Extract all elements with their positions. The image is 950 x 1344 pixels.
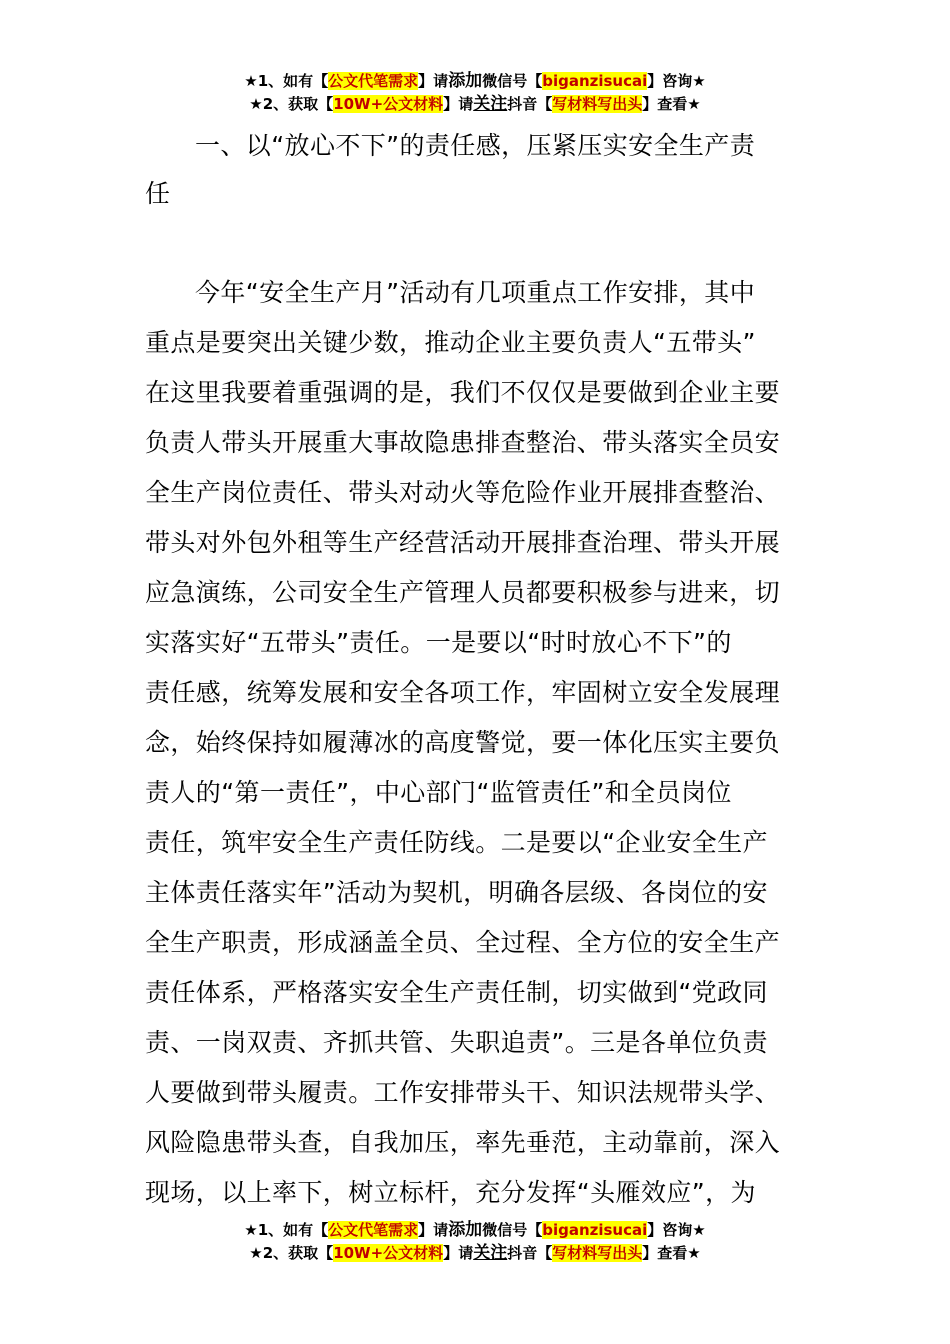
- banner-emphasis: 关注: [473, 94, 508, 114]
- banner-text: 】请: [443, 1244, 474, 1262]
- banner-text: 】咨询★: [647, 72, 706, 90]
- banner-text: 微信号【: [482, 1221, 543, 1239]
- body-line: 重点是要突出关键少数，推动企业主要负责人“五带头”: [145, 328, 756, 357]
- banner-text: ★1、如有【: [244, 72, 329, 90]
- body-line: 责、一岗双责、齐抓共管、失职追责”。三是各单位负责: [145, 1028, 768, 1057]
- banner-text: ★1、如有【: [244, 1221, 329, 1239]
- body-line: 责任体系，严格落实安全生产责任制，切实做到“党政同: [145, 978, 768, 1007]
- banner-emphasis: 添加: [448, 1220, 483, 1240]
- body-line: 责人的“第一责任”，中心部门“监管责任”和全员岗位: [145, 778, 732, 807]
- banner-highlight: biganzisucai: [542, 72, 648, 90]
- body-line: 责任感，统筹发展和安全各项工作，牢固树立安全发展理: [145, 678, 781, 707]
- body-line: 带头对外包外租等生产经营活动开展排查治理、带头开展: [145, 528, 781, 557]
- body-line: 实落实好“五带头”责任。一是要以“时时放心不下”的: [145, 628, 732, 657]
- body-line: 今年“安全生产月”活动有几项重点工作安排，其中: [195, 278, 756, 307]
- banner-text: 】请: [418, 72, 449, 90]
- banner-highlight: biganzisucai: [542, 1221, 648, 1239]
- banner-highlight: 写材料写出头: [552, 95, 643, 113]
- banner-highlight: 10W+公文材料: [333, 95, 444, 113]
- banner-text: 】查看★: [642, 95, 701, 113]
- body-line: 人要做到带头履责。工作安排带头干、知识法规带头学、: [145, 1078, 781, 1107]
- body-line: 应急演练，公司安全生产管理人员都要积极参与进来，切: [145, 578, 781, 607]
- banner-highlight: 10W+公文材料: [333, 1244, 444, 1262]
- body-line: 在这里我要着重强调的是，我们不仅仅是要做到企业主要: [145, 378, 781, 407]
- banner-text: 】请: [443, 95, 474, 113]
- body-line: 全生产职责，形成涵盖全员、全过程、全方位的安全生产: [145, 928, 781, 957]
- banner-text: ★2、获取【: [249, 95, 334, 113]
- banner-line-1: [0, 1219, 950, 1242]
- body-line: 现场，以上率下，树立标杆，充分发挥“头雁效应”，为: [145, 1178, 756, 1207]
- banner-highlight: 写材料写出头: [552, 1244, 643, 1262]
- banner-line-2: [0, 1242, 950, 1265]
- header-banner: [0, 70, 950, 116]
- banner-text: 】请: [418, 1221, 449, 1239]
- banner-emphasis: 添加: [448, 71, 483, 91]
- heading-line: 一、以“放心不下”的责任感，压紧压实安全生产责: [195, 131, 756, 160]
- banner-text: ★2、获取【: [249, 1244, 334, 1262]
- section-heading: [145, 122, 807, 218]
- heading-line: 任: [145, 179, 171, 208]
- body-paragraph: [145, 268, 807, 1218]
- banner-line-2: [0, 93, 950, 116]
- body-line: 负责人带头开展重大事故隐患排查整治、带头落实全员安: [145, 428, 781, 457]
- banner-highlight: 公文代笔需求: [328, 72, 419, 90]
- body-line: 主体责任落实年”活动为契机，明确各层级、各岗位的安: [145, 878, 768, 907]
- body-line: 全生产岗位责任、带头对动火等危险作业开展排查整治、: [145, 478, 781, 507]
- banner-text: 】咨询★: [647, 1221, 706, 1239]
- banner-text: 】查看★: [642, 1244, 701, 1262]
- body-line: 风险隐患带头查，自我加压，率先垂范，主动靠前，深入: [145, 1128, 781, 1157]
- banner-highlight: 公文代笔需求: [328, 1221, 419, 1239]
- banner-text: 抖音【: [507, 95, 553, 113]
- footer-banner: [0, 1219, 950, 1265]
- body-line: 责任，筑牢安全生产责任防线。二是要以“企业安全生产: [145, 828, 768, 857]
- body-line: 念，始终保持如履薄冰的高度警觉，要一体化压实主要负: [145, 728, 781, 757]
- banner-emphasis: 关注: [473, 1243, 508, 1263]
- banner-text: 微信号【: [482, 72, 543, 90]
- banner-text: 抖音【: [507, 1244, 553, 1262]
- banner-line-1: [0, 70, 950, 93]
